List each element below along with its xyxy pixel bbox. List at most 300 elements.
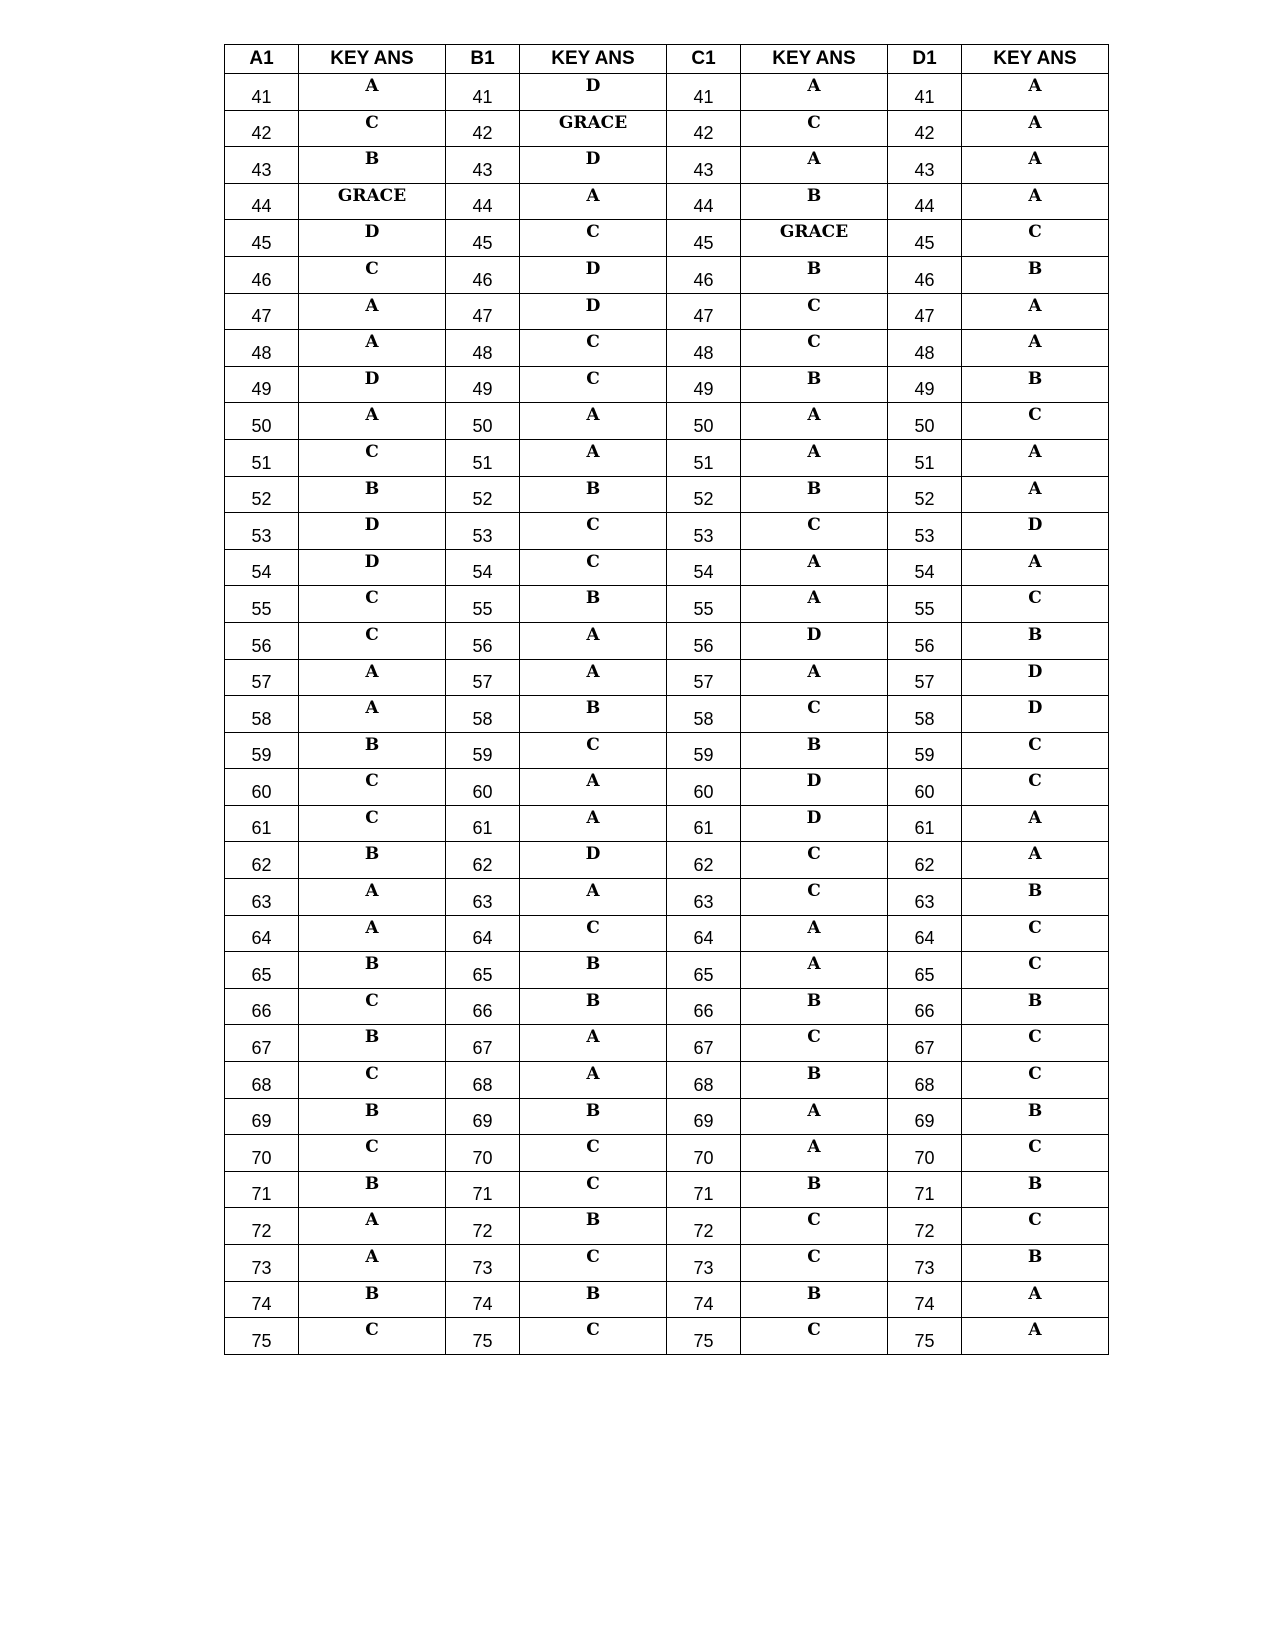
answer-key-cell: C <box>299 769 446 806</box>
table-row <box>225 805 1109 842</box>
answer-key-cell: B <box>299 1171 446 1208</box>
table-row <box>225 74 1109 111</box>
answer-key-cell: A <box>741 74 888 111</box>
question-number-cell: 45 <box>225 220 299 257</box>
question-number-cell: 54 <box>446 549 520 586</box>
question-number-cell: 56 <box>888 622 962 659</box>
question-number-cell: 49 <box>225 366 299 403</box>
table-body <box>225 74 1109 1355</box>
answer-key-cell: A <box>962 183 1109 220</box>
answer-key-cell: A <box>299 696 446 733</box>
question-number-cell: 72 <box>667 1208 741 1245</box>
question-number-cell: 59 <box>667 732 741 769</box>
answer-key-cell: B <box>520 696 667 733</box>
question-number-cell: 47 <box>667 293 741 330</box>
table-row <box>225 1025 1109 1062</box>
table-row <box>225 1135 1109 1172</box>
table-row <box>225 147 1109 184</box>
answer-key-cell: C <box>520 732 667 769</box>
question-number-cell: 67 <box>446 1025 520 1062</box>
answer-key-cell: GRACE <box>741 220 888 257</box>
answer-key-cell: B <box>299 842 446 879</box>
question-number-cell: 61 <box>888 805 962 842</box>
question-number-cell: 75 <box>446 1318 520 1355</box>
table-row <box>225 769 1109 806</box>
table-row <box>225 696 1109 733</box>
answer-key-cell: C <box>741 513 888 550</box>
answer-key-cell: C <box>520 366 667 403</box>
answer-key-cell: C <box>520 1171 667 1208</box>
table-row <box>225 952 1109 989</box>
table-row <box>225 1208 1109 1245</box>
answer-key-cell: B <box>741 732 888 769</box>
question-number-cell: 44 <box>446 183 520 220</box>
question-number-cell: 45 <box>667 220 741 257</box>
question-number-cell: 70 <box>888 1135 962 1172</box>
answer-key-cell: C <box>299 988 446 1025</box>
answer-key-cell: D <box>962 513 1109 550</box>
answer-key-cell: B <box>962 622 1109 659</box>
table-row <box>225 476 1109 513</box>
header-row <box>225 45 1109 74</box>
answer-key-cell: A <box>520 769 667 806</box>
question-number-cell: 73 <box>888 1245 962 1282</box>
question-number-cell: 70 <box>225 1135 299 1172</box>
question-number-cell: 66 <box>225 988 299 1025</box>
answer-key-cell: C <box>520 549 667 586</box>
answer-key-cell: B <box>299 476 446 513</box>
question-number-cell: 57 <box>446 659 520 696</box>
answer-key-cell: C <box>962 220 1109 257</box>
question-number-cell: 43 <box>225 147 299 184</box>
answer-key-cell: D <box>299 513 446 550</box>
question-number-cell: 41 <box>225 74 299 111</box>
question-number-cell: 57 <box>888 659 962 696</box>
question-number-cell: 64 <box>888 915 962 952</box>
answer-key-cell: D <box>299 220 446 257</box>
answer-key-cell: A <box>520 879 667 916</box>
question-number-cell: 74 <box>888 1281 962 1318</box>
question-number-cell: 69 <box>446 1098 520 1135</box>
answer-key-cell: D <box>741 769 888 806</box>
question-number-cell: 71 <box>225 1171 299 1208</box>
table-row <box>225 549 1109 586</box>
answer-key-cell: A <box>741 403 888 440</box>
answer-key-table <box>224 44 1109 1355</box>
question-number-cell: 61 <box>667 805 741 842</box>
answer-key-cell: A <box>299 915 446 952</box>
answer-key-cell: A <box>299 1208 446 1245</box>
answer-key-cell: D <box>299 366 446 403</box>
answer-key-cell: C <box>520 915 667 952</box>
table-row <box>225 1245 1109 1282</box>
answer-key-cell: A <box>741 147 888 184</box>
set-a1-header: A1 <box>225 45 299 74</box>
answer-key-cell: B <box>520 1208 667 1245</box>
table-row <box>225 1281 1109 1318</box>
question-number-cell: 65 <box>225 952 299 989</box>
table-row <box>225 988 1109 1025</box>
question-number-cell: 47 <box>446 293 520 330</box>
question-number-cell: 61 <box>446 805 520 842</box>
answer-key-cell: C <box>741 1208 888 1245</box>
answer-key-cell: A <box>962 805 1109 842</box>
answer-key-cell: A <box>741 659 888 696</box>
question-number-cell: 63 <box>667 879 741 916</box>
answer-key-cell: A <box>520 1025 667 1062</box>
answer-key-cell: A <box>299 879 446 916</box>
answer-key-cell: B <box>741 1171 888 1208</box>
question-number-cell: 46 <box>667 256 741 293</box>
question-number-cell: 67 <box>667 1025 741 1062</box>
answer-key-cell: A <box>299 330 446 367</box>
answer-key-cell: C <box>520 1318 667 1355</box>
question-number-cell: 68 <box>888 1062 962 1099</box>
answer-key-cell: C <box>520 1135 667 1172</box>
question-number-cell: 49 <box>667 366 741 403</box>
answer-key-cell: A <box>962 439 1109 476</box>
answer-key-cell: C <box>299 110 446 147</box>
table-row <box>225 915 1109 952</box>
question-number-cell: 63 <box>225 879 299 916</box>
question-number-cell: 75 <box>888 1318 962 1355</box>
question-number-cell: 48 <box>667 330 741 367</box>
question-number-cell: 65 <box>888 952 962 989</box>
question-number-cell: 51 <box>446 439 520 476</box>
question-number-cell: 66 <box>446 988 520 1025</box>
question-number-cell: 58 <box>888 696 962 733</box>
question-number-cell: 64 <box>446 915 520 952</box>
answer-key-cell: A <box>299 293 446 330</box>
question-number-cell: 75 <box>667 1318 741 1355</box>
question-number-cell: 69 <box>667 1098 741 1135</box>
answer-key-cell: C <box>741 1318 888 1355</box>
question-number-cell: 53 <box>888 513 962 550</box>
answer-key-cell: B <box>520 476 667 513</box>
answer-key-cell: C <box>741 1025 888 1062</box>
table-row <box>225 732 1109 769</box>
answer-key-cell: A <box>962 147 1109 184</box>
answer-key-cell: A <box>299 74 446 111</box>
answer-key-cell: B <box>741 183 888 220</box>
answer-key-cell: A <box>741 952 888 989</box>
table-row <box>225 1098 1109 1135</box>
answer-key-cell: B <box>520 1098 667 1135</box>
set-b1-header: B1 <box>446 45 520 74</box>
answer-key-cell: C <box>962 1025 1109 1062</box>
answer-key-cell: A <box>962 330 1109 367</box>
question-number-cell: 57 <box>667 659 741 696</box>
answer-key-cell: D <box>520 842 667 879</box>
question-number-cell: 73 <box>446 1245 520 1282</box>
answer-key-cell: D <box>520 256 667 293</box>
question-number-cell: 60 <box>225 769 299 806</box>
question-number-cell: 71 <box>888 1171 962 1208</box>
question-number-cell: 53 <box>446 513 520 550</box>
answer-key-cell: B <box>741 1062 888 1099</box>
answer-key-cell: GRACE <box>299 183 446 220</box>
answer-key-cell: A <box>520 183 667 220</box>
answer-key-cell: A <box>741 586 888 623</box>
question-number-cell: 60 <box>667 769 741 806</box>
answer-key-cell: C <box>299 1135 446 1172</box>
answer-key-cell: B <box>962 1245 1109 1282</box>
question-number-cell: 46 <box>225 256 299 293</box>
question-number-cell: 70 <box>446 1135 520 1172</box>
question-number-cell: 57 <box>225 659 299 696</box>
answer-key-cell: A <box>741 549 888 586</box>
answer-key-cell: C <box>741 110 888 147</box>
question-number-cell: 67 <box>888 1025 962 1062</box>
answer-key-cell: C <box>741 1245 888 1282</box>
question-number-cell: 59 <box>888 732 962 769</box>
answer-key-cell: C <box>962 586 1109 623</box>
question-number-cell: 49 <box>446 366 520 403</box>
question-number-cell: 60 <box>446 769 520 806</box>
key-ans-c-header: KEY ANS <box>741 45 888 74</box>
question-number-cell: 51 <box>888 439 962 476</box>
question-number-cell: 66 <box>667 988 741 1025</box>
answer-key-cell: A <box>962 1318 1109 1355</box>
answer-key-cell: B <box>962 1098 1109 1135</box>
answer-key-cell: D <box>741 622 888 659</box>
question-number-cell: 70 <box>667 1135 741 1172</box>
answer-key-cell: A <box>299 659 446 696</box>
question-number-cell: 41 <box>446 74 520 111</box>
answer-key-cell: C <box>962 915 1109 952</box>
question-number-cell: 58 <box>667 696 741 733</box>
answer-key-cell: A <box>520 622 667 659</box>
question-number-cell: 43 <box>667 147 741 184</box>
answer-key-cell: A <box>741 915 888 952</box>
question-number-cell: 55 <box>888 586 962 623</box>
answer-key-cell: A <box>741 1135 888 1172</box>
question-number-cell: 58 <box>446 696 520 733</box>
answer-key-cell: B <box>299 952 446 989</box>
question-number-cell: 68 <box>225 1062 299 1099</box>
question-number-cell: 42 <box>888 110 962 147</box>
question-number-cell: 56 <box>667 622 741 659</box>
answer-key-cell: C <box>962 1135 1109 1172</box>
answer-key-cell: B <box>962 256 1109 293</box>
question-number-cell: 65 <box>446 952 520 989</box>
question-number-cell: 49 <box>888 366 962 403</box>
answer-key-cell: A <box>741 439 888 476</box>
answer-key-cell: A <box>520 659 667 696</box>
question-number-cell: 41 <box>667 74 741 111</box>
question-number-cell: 50 <box>667 403 741 440</box>
table-row <box>225 879 1109 916</box>
question-number-cell: 51 <box>667 439 741 476</box>
answer-key-cell: C <box>741 293 888 330</box>
question-number-cell: 56 <box>446 622 520 659</box>
answer-key-cell: B <box>299 1098 446 1135</box>
table-row <box>225 842 1109 879</box>
answer-key-cell: A <box>962 293 1109 330</box>
answer-key-cell: C <box>299 622 446 659</box>
answer-key-cell: A <box>962 549 1109 586</box>
question-number-cell: 74 <box>446 1281 520 1318</box>
key-ans-a-header: KEY ANS <box>299 45 446 74</box>
question-number-cell: 75 <box>225 1318 299 1355</box>
answer-key-cell: A <box>520 805 667 842</box>
question-number-cell: 64 <box>667 915 741 952</box>
answer-key-cell: A <box>962 74 1109 111</box>
answer-key-cell: A <box>962 110 1109 147</box>
table-row <box>225 293 1109 330</box>
answer-key-cell: B <box>962 879 1109 916</box>
answer-key-cell: C <box>299 805 446 842</box>
table-row <box>225 1171 1109 1208</box>
question-number-cell: 65 <box>667 952 741 989</box>
key-ans-d-header: KEY ANS <box>962 45 1109 74</box>
answer-key-cell: C <box>962 952 1109 989</box>
table-row <box>225 622 1109 659</box>
question-number-cell: 44 <box>225 183 299 220</box>
answer-key-cell: B <box>962 366 1109 403</box>
question-number-cell: 54 <box>667 549 741 586</box>
answer-key-cell: D <box>741 805 888 842</box>
answer-key-cell: D <box>520 147 667 184</box>
question-number-cell: 54 <box>225 549 299 586</box>
answer-key-cell: C <box>962 1062 1109 1099</box>
answer-key-cell: C <box>299 439 446 476</box>
question-number-cell: 44 <box>667 183 741 220</box>
question-number-cell: 62 <box>667 842 741 879</box>
question-number-cell: 67 <box>225 1025 299 1062</box>
answer-key-cell: B <box>299 732 446 769</box>
answer-key-cell: B <box>299 1281 446 1318</box>
table-row <box>225 183 1109 220</box>
question-number-cell: 64 <box>225 915 299 952</box>
answer-key-cell: C <box>741 330 888 367</box>
question-number-cell: 56 <box>225 622 299 659</box>
question-number-cell: 50 <box>446 403 520 440</box>
question-number-cell: 52 <box>888 476 962 513</box>
question-number-cell: 73 <box>667 1245 741 1282</box>
question-number-cell: 62 <box>888 842 962 879</box>
question-number-cell: 48 <box>446 330 520 367</box>
answer-key-cell: C <box>741 696 888 733</box>
answer-key-cell: A <box>741 1098 888 1135</box>
answer-key-cell: C <box>299 1318 446 1355</box>
answer-key-cell: B <box>741 988 888 1025</box>
question-number-cell: 71 <box>446 1171 520 1208</box>
table-row <box>225 586 1109 623</box>
answer-key-cell: B <box>741 476 888 513</box>
question-number-cell: 53 <box>667 513 741 550</box>
answer-key-cell: B <box>299 147 446 184</box>
question-number-cell: 72 <box>888 1208 962 1245</box>
question-number-cell: 53 <box>225 513 299 550</box>
answer-key-cell: C <box>520 330 667 367</box>
answer-key-cell: A <box>962 1281 1109 1318</box>
answer-key-cell: B <box>741 366 888 403</box>
answer-key-cell: C <box>741 842 888 879</box>
question-number-cell: 42 <box>667 110 741 147</box>
answer-key-cell: C <box>520 220 667 257</box>
question-number-cell: 47 <box>888 293 962 330</box>
answer-key-cell: B <box>520 988 667 1025</box>
question-number-cell: 55 <box>446 586 520 623</box>
table-row <box>225 220 1109 257</box>
answer-key-cell: B <box>741 256 888 293</box>
table-row <box>225 1062 1109 1099</box>
question-number-cell: 68 <box>446 1062 520 1099</box>
table-row <box>225 256 1109 293</box>
set-c1-header: C1 <box>667 45 741 74</box>
key-ans-b-header: KEY ANS <box>520 45 667 74</box>
question-number-cell: 69 <box>225 1098 299 1135</box>
question-number-cell: 55 <box>225 586 299 623</box>
question-number-cell: 54 <box>888 549 962 586</box>
table-row <box>225 330 1109 367</box>
answer-key-cell: C <box>741 879 888 916</box>
question-number-cell: 52 <box>446 476 520 513</box>
answer-key-cell: D <box>520 293 667 330</box>
answer-key-cell: GRACE <box>520 110 667 147</box>
answer-key-cell: C <box>962 1208 1109 1245</box>
question-number-cell: 71 <box>667 1171 741 1208</box>
question-number-cell: 52 <box>225 476 299 513</box>
question-number-cell: 43 <box>446 147 520 184</box>
question-number-cell: 48 <box>888 330 962 367</box>
question-number-cell: 62 <box>225 842 299 879</box>
question-number-cell: 72 <box>446 1208 520 1245</box>
question-number-cell: 50 <box>225 403 299 440</box>
answer-key-cell: A <box>520 403 667 440</box>
question-number-cell: 72 <box>225 1208 299 1245</box>
question-number-cell: 58 <box>225 696 299 733</box>
question-number-cell: 59 <box>225 732 299 769</box>
set-d1-header: D1 <box>888 45 962 74</box>
answer-key-cell: C <box>520 513 667 550</box>
question-number-cell: 59 <box>446 732 520 769</box>
answer-key-cell: B <box>520 1281 667 1318</box>
table-header <box>225 45 1109 74</box>
question-number-cell: 46 <box>888 256 962 293</box>
table-row <box>225 659 1109 696</box>
question-number-cell: 42 <box>225 110 299 147</box>
table-row <box>225 1318 1109 1355</box>
question-number-cell: 61 <box>225 805 299 842</box>
question-number-cell: 46 <box>446 256 520 293</box>
answer-key-cell: C <box>962 732 1109 769</box>
question-number-cell: 74 <box>225 1281 299 1318</box>
question-number-cell: 45 <box>888 220 962 257</box>
answer-key-cell: C <box>962 769 1109 806</box>
answer-key-cell: A <box>299 403 446 440</box>
answer-key-cell: B <box>520 586 667 623</box>
answer-key-cell: A <box>520 1062 667 1099</box>
answer-key-cell: B <box>520 952 667 989</box>
question-number-cell: 66 <box>888 988 962 1025</box>
table-row <box>225 403 1109 440</box>
answer-key-cell: C <box>299 586 446 623</box>
question-number-cell: 69 <box>888 1098 962 1135</box>
answer-key-cell: D <box>299 549 446 586</box>
table-row <box>225 439 1109 476</box>
question-number-cell: 43 <box>888 147 962 184</box>
question-number-cell: 48 <box>225 330 299 367</box>
question-number-cell: 63 <box>888 879 962 916</box>
question-number-cell: 63 <box>446 879 520 916</box>
question-number-cell: 41 <box>888 74 962 111</box>
question-number-cell: 73 <box>225 1245 299 1282</box>
answer-key-cell: D <box>962 659 1109 696</box>
answer-key-cell: C <box>299 1062 446 1099</box>
answer-key-cell: D <box>520 74 667 111</box>
